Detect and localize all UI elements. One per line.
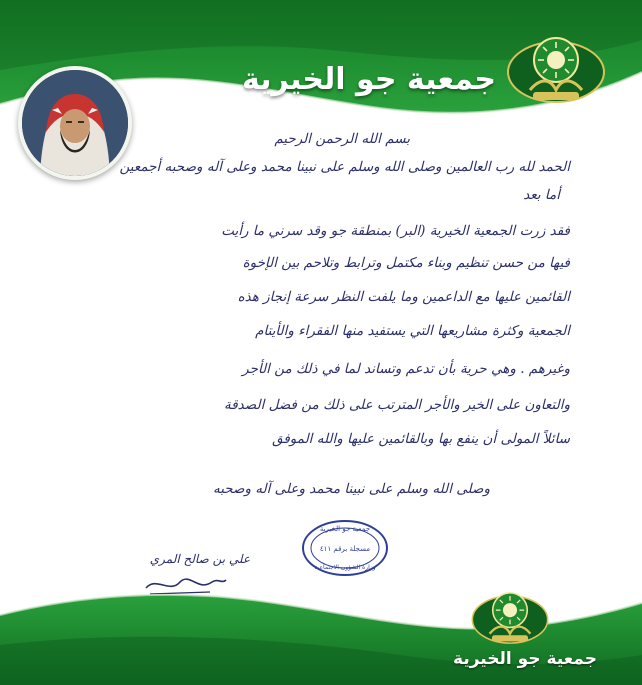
- letter-line: فقد زرت الجمعية الخيرية (البر) بمنطقة جو وقد سرني ما رأيت: [221, 223, 570, 239]
- stamp-middle-text: مسجلة برقم ٤١١: [319, 545, 371, 553]
- organization-name: جمعية جو الخيرية: [242, 62, 496, 97]
- letter-line-closing: وصلى الله وسلم على نبينا محمد وعلى آله وصحبه: [212, 481, 490, 497]
- letter-line: أما بعد: [523, 187, 560, 203]
- letter-line: فيها من حسن تنظيم وبناء مكتمل وترابط وتلاحم بين الإخوة: [242, 255, 570, 271]
- letter-line: والتعاون على الخير والأجر المترتب على ذلك من فضل الصدقة: [223, 397, 570, 413]
- official-stamp-icon: [300, 518, 390, 578]
- letter-line: سائلاً المولى أن ينفع بها وبالقائمين عليها والله الموفق: [272, 431, 570, 447]
- letter-line: القائمين عليها مع الداعمين وما يلفت النظر سرعة إنجاز هذه: [237, 289, 570, 305]
- organization-name-footer: جمعية جو الخيرية: [453, 649, 597, 669]
- sun-wheat-emblem-icon: [505, 28, 607, 112]
- letter-line: وغيرهم . وهي حرية بأن تدعم وتساند لما في ذلك من الأجر: [242, 361, 570, 377]
- letter-line-basmala: بسم الله الرحمن الرحيم: [274, 131, 410, 147]
- stamp-bottom-text: وزارة الشؤون الاجتماعية: [314, 564, 376, 571]
- letter-line: الحمد لله رب العالمين وصلى الله وسلم على نبينا محمد وعلى آله وصحبه أجمعين: [119, 159, 570, 175]
- signature-name: علي بن صالح المري: [149, 552, 250, 566]
- letter-line: الجمعية وكثرة مشاريعها التي يستفيد منها الفقراء والأيتام: [255, 323, 570, 339]
- sun-wheat-emblem-icon: [470, 585, 550, 651]
- stamp-top-text: جمعية جو الخيرية: [319, 525, 371, 533]
- handwritten-letter: [85, 125, 570, 515]
